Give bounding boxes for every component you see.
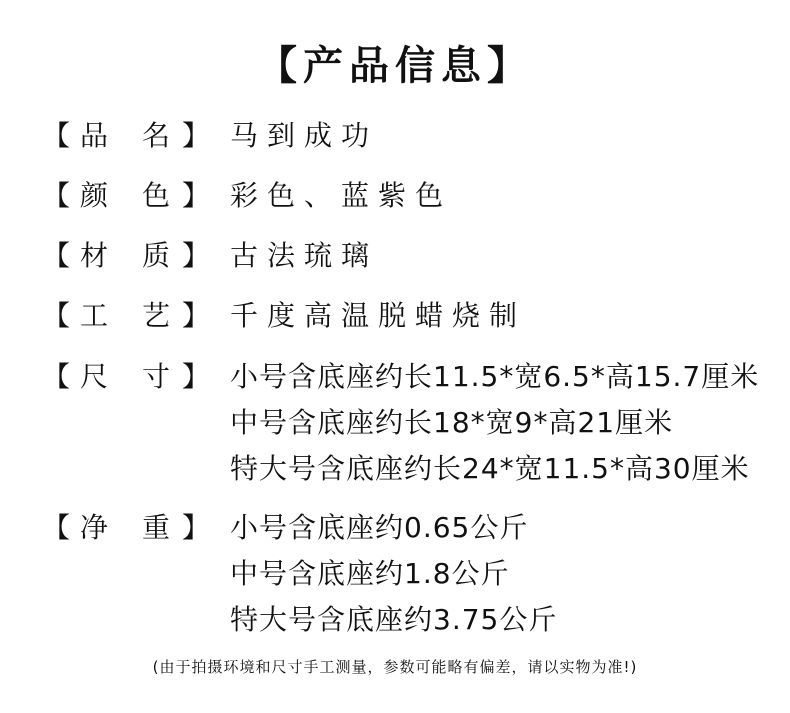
color-value: 彩色、蓝紫色	[230, 179, 453, 212]
material-value: 古法琉璃	[230, 239, 379, 272]
label-char-1: 尺	[80, 360, 109, 393]
bracket-open: 【	[42, 299, 71, 332]
field-label	[42, 118, 212, 154]
size-value-xlarge: 特大号含底座约长24*宽11.5*高30厘米	[230, 452, 750, 485]
label-char-1: 净	[80, 511, 109, 544]
weight-value-small: 小号含底座约0.65公斤	[230, 511, 529, 544]
bracket-open: 【	[42, 179, 71, 212]
bracket-close: 】	[182, 119, 211, 152]
bracket-close: 】	[182, 511, 211, 544]
label-char-2: 重	[142, 511, 171, 544]
page-title: 【产品信息】	[257, 42, 533, 89]
label-char-1: 工	[80, 299, 109, 332]
field-label	[42, 238, 212, 274]
bracket-close: 】	[182, 179, 211, 212]
weight-value-xlarge: 特大号含底座约3.75公斤	[230, 603, 558, 636]
field-label	[42, 359, 212, 395]
label-char-2: 色	[142, 179, 171, 212]
label-char-2: 质	[142, 239, 171, 272]
field-label	[42, 178, 212, 214]
bracket-close: 】	[182, 360, 211, 393]
field-label	[42, 298, 212, 334]
craft-value: 千度高温脱蜡烧制	[230, 299, 527, 332]
size-value-medium: 中号含底座约长18*宽9*高21厘米	[230, 406, 674, 439]
field-label	[42, 510, 212, 546]
bracket-open: 【	[42, 360, 71, 393]
label-char-1: 颜	[80, 179, 109, 212]
bracket-close: 】	[182, 299, 211, 332]
bracket-open: 【	[42, 511, 71, 544]
disclaimer-note: (由于拍摄环境和尺寸手工测量，参数可能略有偏差，请以实物为准!)	[152, 658, 638, 676]
weight-value-medium: 中号含底座约1.8公斤	[230, 557, 510, 590]
product-name-value: 马到成功	[230, 119, 379, 152]
label-char-2: 艺	[142, 299, 171, 332]
bracket-open: 【	[42, 119, 71, 152]
label-char-1: 品	[80, 119, 109, 152]
bracket-open: 【	[42, 239, 71, 272]
label-char-2: 寸	[142, 360, 171, 393]
label-char-1: 材	[80, 239, 109, 272]
label-char-2: 名	[142, 119, 171, 152]
size-value-small: 小号含底座约长11.5*宽6.5*高15.7厘米	[230, 360, 760, 393]
bracket-close: 】	[182, 239, 211, 272]
